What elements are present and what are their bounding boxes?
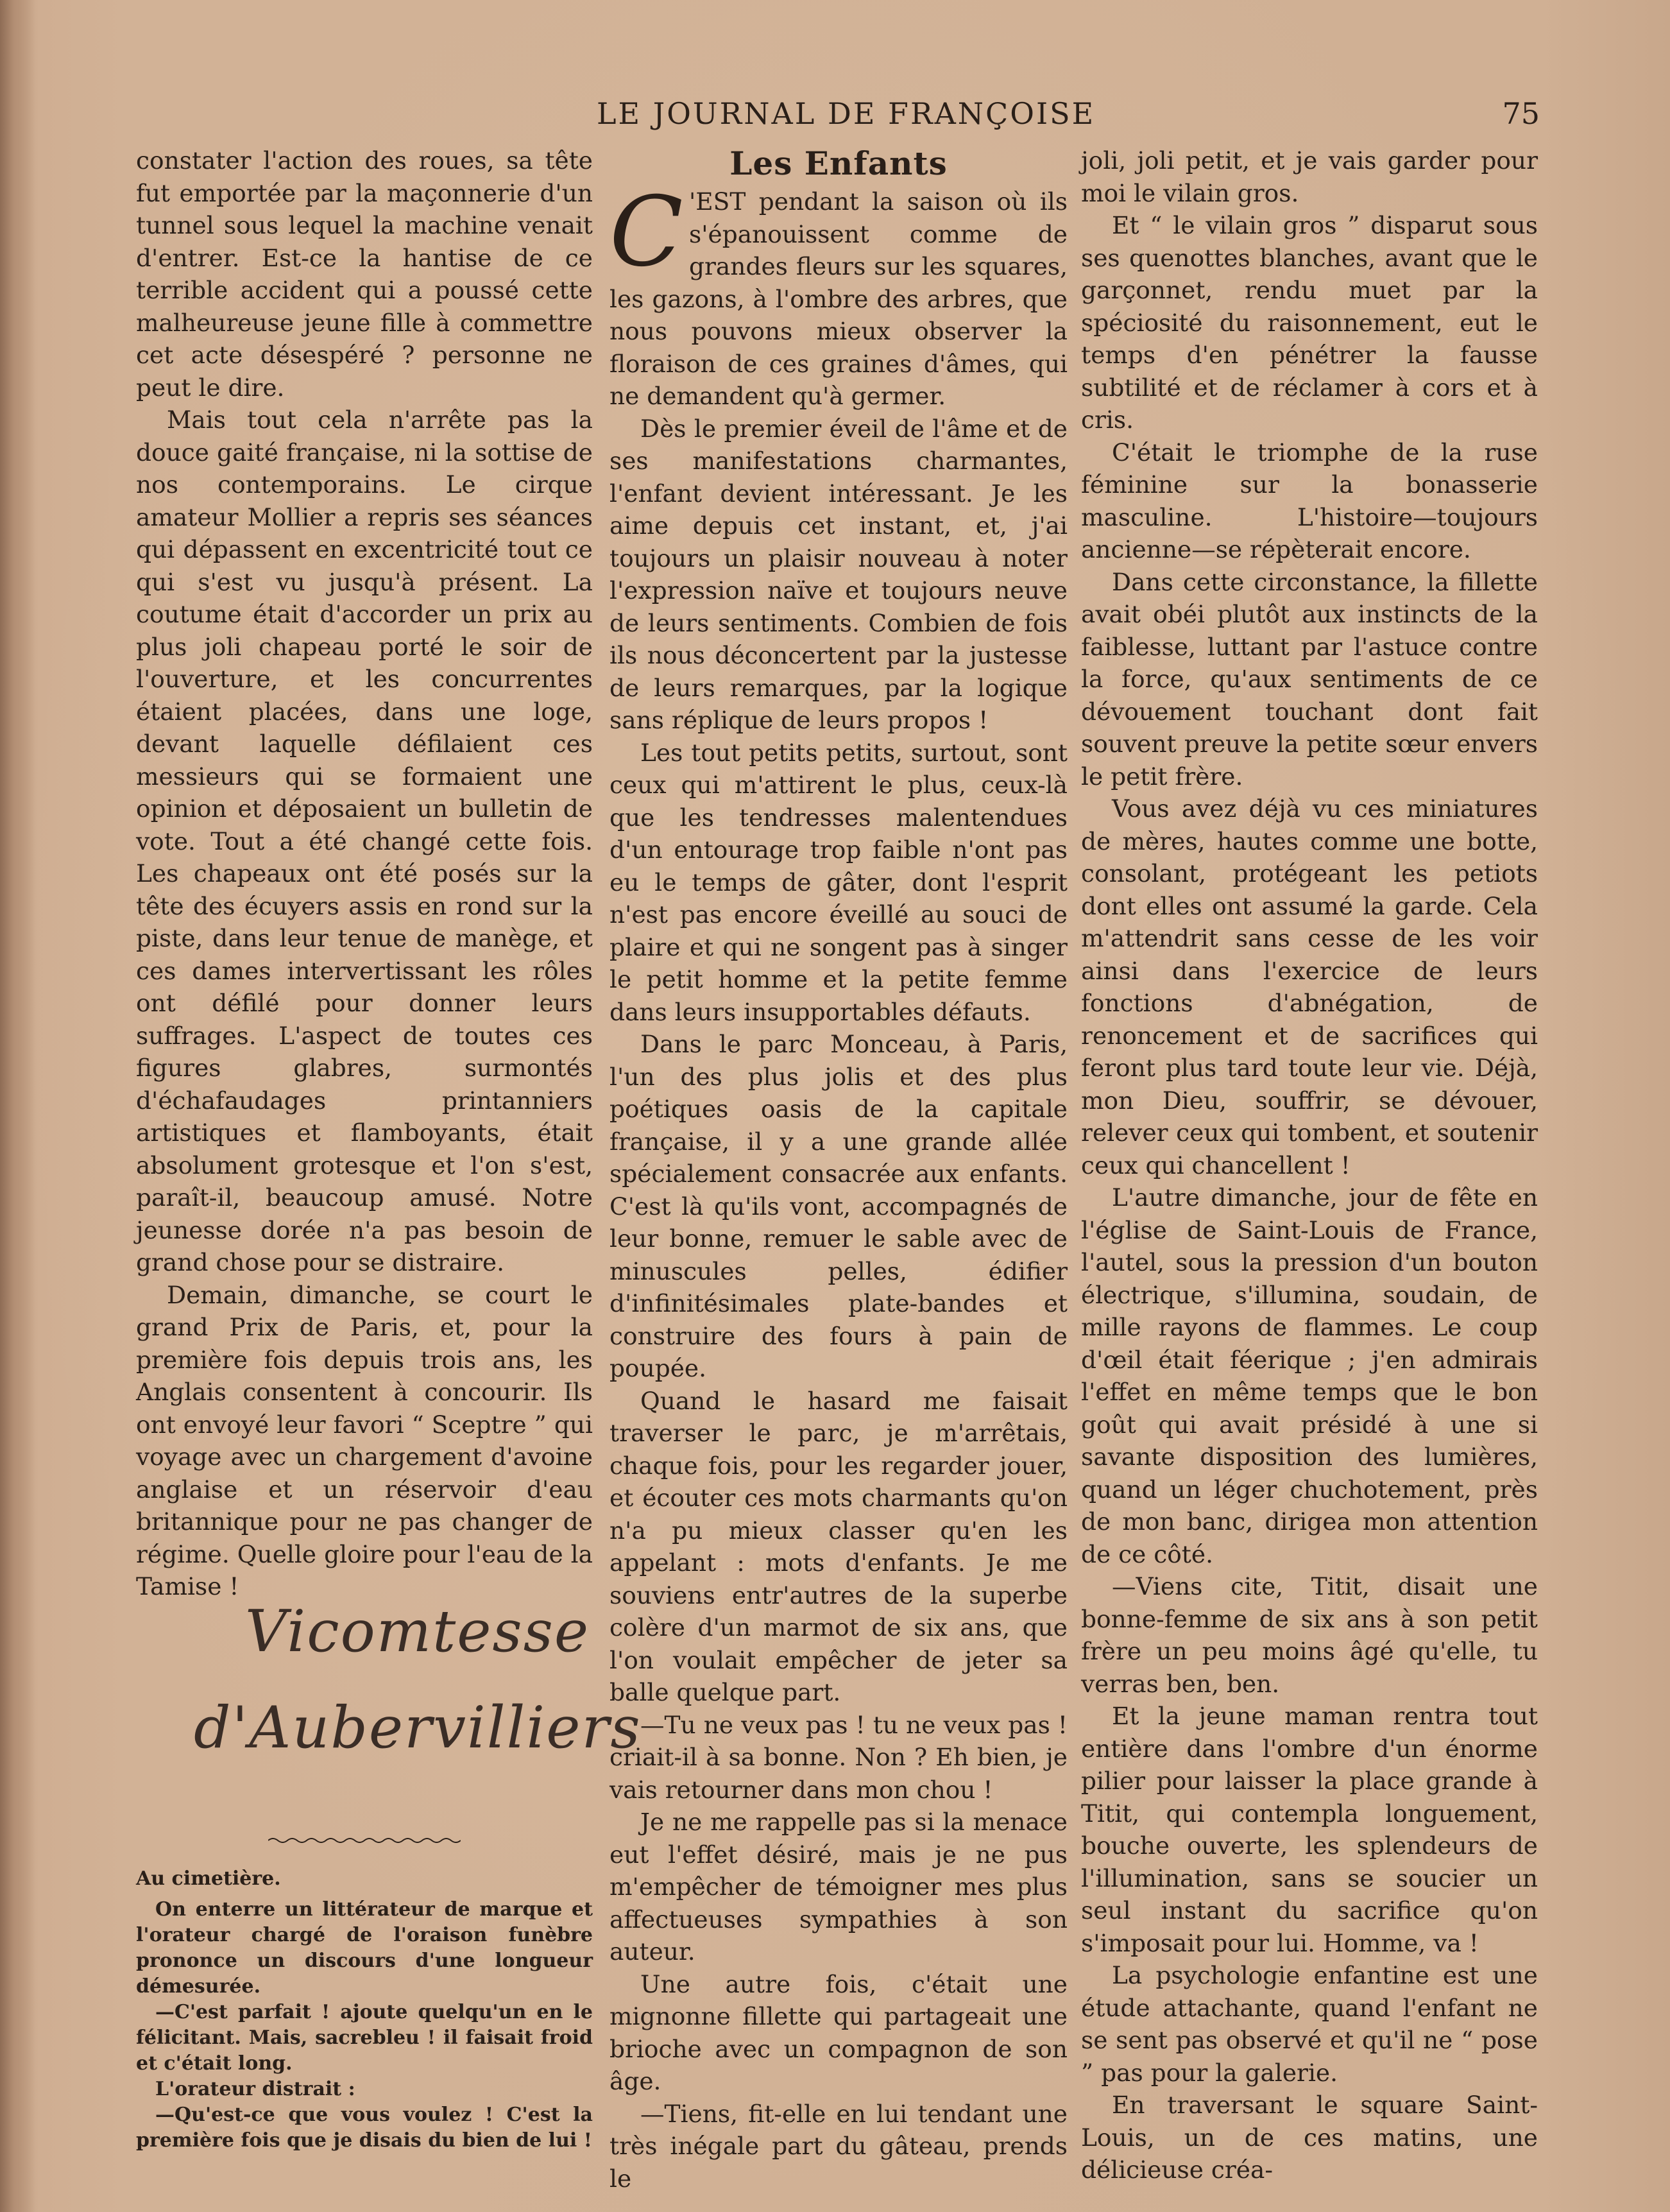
paragraph-first — [609, 176, 1068, 413]
paragraph: Dans cette circonstance, la fillette avait obéi plutôt aux instincts de la faiblesse, luttant par l'astuce contre la force, qu'aux sentiments de ce dévouement touchant dont fait souvent preuve la petite sœur envers le petit frère. — [1081, 567, 1538, 791]
column-left — [136, 144, 642, 2154]
paragraph: Dès le premier éveil de l'âme et de ses manifestations charmantes, l'enfant devient intéressant. Je les aime depuis cet instant, et, j'ai toujours un plaisir nouveau à noter l'expression naïve et toujours neuve de leurs sentiments. Combien de fois ils nous déconcertent par la justesse de leurs remarques, par la logique sans réplique de leurs propos ! — [609, 414, 1068, 734]
signature-line-2: d'Aubervilliers — [194, 1693, 642, 1762]
anecdote-paragraph: L'orateur distrait : — [155, 2077, 355, 2100]
page-binding-edge — [0, 0, 35, 2212]
paragraph: Et “ le vilain gros ” disparut sous ses quenottes blanches, avant que le garçonnet, rendu muet par la spéciosité du raisonnement, eut le temps d'en pénétrer la fausse subtilité et de réclamer à cors et à cris. — [1081, 211, 1538, 434]
paragraph-text: 'EST pendant la saison où ils s'épanouissent comme de grandes fleurs sur les squares, les gazons, à l'ombre des arbres, que nous pouvons mieux observer la floraison de ces graines d'âmes, qui ne demandent qu'à germer. — [609, 187, 1068, 410]
anecdote — [136, 1866, 593, 2154]
paragraph: —Tiens, fit-elle en lui tendant une très inégale part du gâteau, prends le — [609, 2099, 1068, 2193]
paragraph: En traversant le square Saint-Louis, un de ces matins, une délicieuse créa- — [1081, 2091, 1538, 2184]
column-middle — [609, 144, 1068, 2195]
anecdote-paragraph: —C'est parfait ! ajoute quelqu'un en le félicitant. Mais, sacrebleu ! il faisait froid et c'était long. — [136, 2000, 593, 2075]
paragraph: Je ne me rappelle pas si la menace eut l'effet désiré, mais je ne pus m'empêcher de témoigner mes plus affectueuses sympathies à son auteur. — [609, 1808, 1068, 1966]
signature-line-1: Vicomtesse — [245, 1597, 590, 1665]
drop-cap: C — [609, 176, 683, 288]
paragraph: Et la jeune maman rentra tout entière dans l'ombre d'un énorme pilier pour laisser la place grande à Titit, qui contempla longuement, bouche ouverte, les splendeurs de l'illumination, sans se soucier un seul instant du sacrifice qu'on s'imposait pour lui. Homme, va ! — [1081, 1702, 1538, 1957]
paragraph: L'autre dimanche, jour de fête en l'église de Saint-Louis de France, l'autel, sous la pression d'un bouton électrique, s'illumina, soudain, de mille rayons de flammes. Le coup d'œil était féerique ; j'en admirais l'effet en même temps que le bon goût qui avait présidé à une si savante disposition des lumières, quand un léger chuchotement, près de mon banc, dirigea mon attention de ce côté. — [1081, 1183, 1538, 1568]
paragraph: La psychologie enfantine est une étude attachante, quand l'enfant ne se sent pas observé et qu'il ne “ pose ” pas pour la galerie. — [1081, 1961, 1538, 2087]
running-title: LE JOURNAL DE FRANÇOISE — [597, 96, 1096, 131]
ornament-divider — [136, 1821, 593, 1834]
paragraph: constater l'action des roues, sa tête fut emportée par la maçonnerie d'un tunnel sous lequel la machine venait d'entrer. Est-ce la hantise de ce terrible accident qui a poussé cette malheureuse jeune fille à commettre cet acte désespéré ? personne ne peut le dire. — [136, 146, 593, 402]
article-title: Les Enfants — [729, 144, 948, 182]
column-right — [1081, 144, 1538, 2186]
signature — [136, 1597, 642, 1808]
wavy-rule-icon — [268, 1835, 461, 1846]
paragraph: Dans le parc Monceau, à Paris, l'un des plus jolis et des plus poétiques oasis de la capitale française, il y a une grande allée spécialement consacrée aux enfants. C'est là qu'ils vont, accompagnés de leur bonne, remuer le sable avec de minuscules pelles, édifier d'infinitésimales plate-bandes et construire des fours à pain de poupée. — [609, 1030, 1068, 1382]
paragraph: C'était le triomphe de la ruse féminine sur la bonasserie masculine. L'histoire—toujours ancienne—se répèterait encore. — [1081, 438, 1538, 563]
paragraph: Les tout petits petits, surtout, sont ceux qui m'attirent le plus, ceux-là que les tendresses malentendues d'un entourage trop faible n'ont pas eu le temps de gâter, dont l'esprit n'est pas encore éveillé au souci de plaire et qui ne songent pas à singer le petit homme et la petite femme dans leurs insupportables défauts. — [609, 738, 1068, 1026]
anecdote-title: Au cimetière. — [136, 1867, 281, 1890]
paragraph: Mais tout cela n'arrête pas la douce gaité française, ni la sottise de nos contemporains. Le cirque amateur Mollier a repris ses séances qui dépassent en excentricité tout ce qui s'est vu jusqu'à présent. La coutume était d'accorder un prix au plus joli chapeau porté le soir de l'ouverture, et les concurrentes étaient placées, dans une loge, devant laquelle défilaient ces messieurs qui se formaient une opinion et déposaient un bulletin de vote. Tout a été changé cette fois. Les chapeaux ont été posés sur la tête des écuyers assis en rond sur la piste, dans leur tenue de manège, et ces dames intervertissant les rôles ont défilé pour donner leurs suffrages. L'aspect de toutes ces figures glabres, surmontés d'échafaudages printanniers artistiques et flamboyants, était absolument grotesque et l'on s'est, paraît-il, beaucoup amusé. Notre jeunesse dorée n'a pas besoin de grand chose pour se distraire. — [136, 406, 593, 1276]
page-header — [577, 96, 1540, 141]
page-number: 75 — [1502, 96, 1540, 131]
paragraph: Vous avez déjà vu ces miniatures de mères, hautes comme une botte, consolant, protégeant les petiots dont elles ont assumé la garde. Cela m'attendrit sans cesse de les voir ainsi dans l'exercice de leurs fonctions d'abnégation, de renoncement et de sacrifices qui feront plus tard toute leur vie. Déjà, mon Dieu, souffrir, se dévouer, relever ceux qui tombent, et soutenir ceux qui chancellent ! — [1081, 794, 1538, 1179]
paragraph: —Tu ne veux pas ! tu ne veux pas ! criait-il à sa bonne. Non ? Eh bien, je vais retourner dans mon chou ! — [609, 1710, 1068, 1804]
paragraph: —Viens cite, Titit, disait une bonne-femme de six ans à son petit frère un peu moins âgé qu'elle, tu verras ben, ben. — [1081, 1572, 1538, 1698]
paragraph: Quand le hasard me faisait traverser le parc, je m'arrêtais, chaque fois, pour les regarder jouer, et écouter ces mots charmants qu'on n'a pu mieux classer qu'en les appelant : mots d'enfants. Je me souviens entr'autres de la superbe colère d'un marmot de six ans, que l'on voulait empêcher de jeter sa balle quelque part. — [609, 1386, 1068, 1706]
paragraph: Demain, dimanche, se court le grand Prix de Paris, et, pour la première fois depuis trois ans, les Anglais consentent à concourir. Ils ont envoyé leur favori “ Sceptre ” qui voyage avec un chargement d'avoine anglaise et un réservoir d'eau britannique pour ne pas changer de régime. Quelle gloire pour l'eau de la Tamise ! — [136, 1280, 593, 1600]
paragraph: Une autre fois, c'était une mignonne fillette qui partageait une brioche avec un compagnon de son âge. — [609, 1969, 1068, 2095]
anecdote-paragraph: —Qu'est-ce que vous voulez ! C'est la première fois que je disais du bien de lui ! — [136, 2103, 593, 2152]
anecdote-paragraph: On enterre un littérateur de marque et l'orateur chargé de l'oraison funèbre prononce un discours d'une longueur démesurée. — [136, 1898, 593, 1998]
paragraph: joli, joli petit, et je vais garder pour moi le vilain gros. — [1081, 146, 1538, 207]
